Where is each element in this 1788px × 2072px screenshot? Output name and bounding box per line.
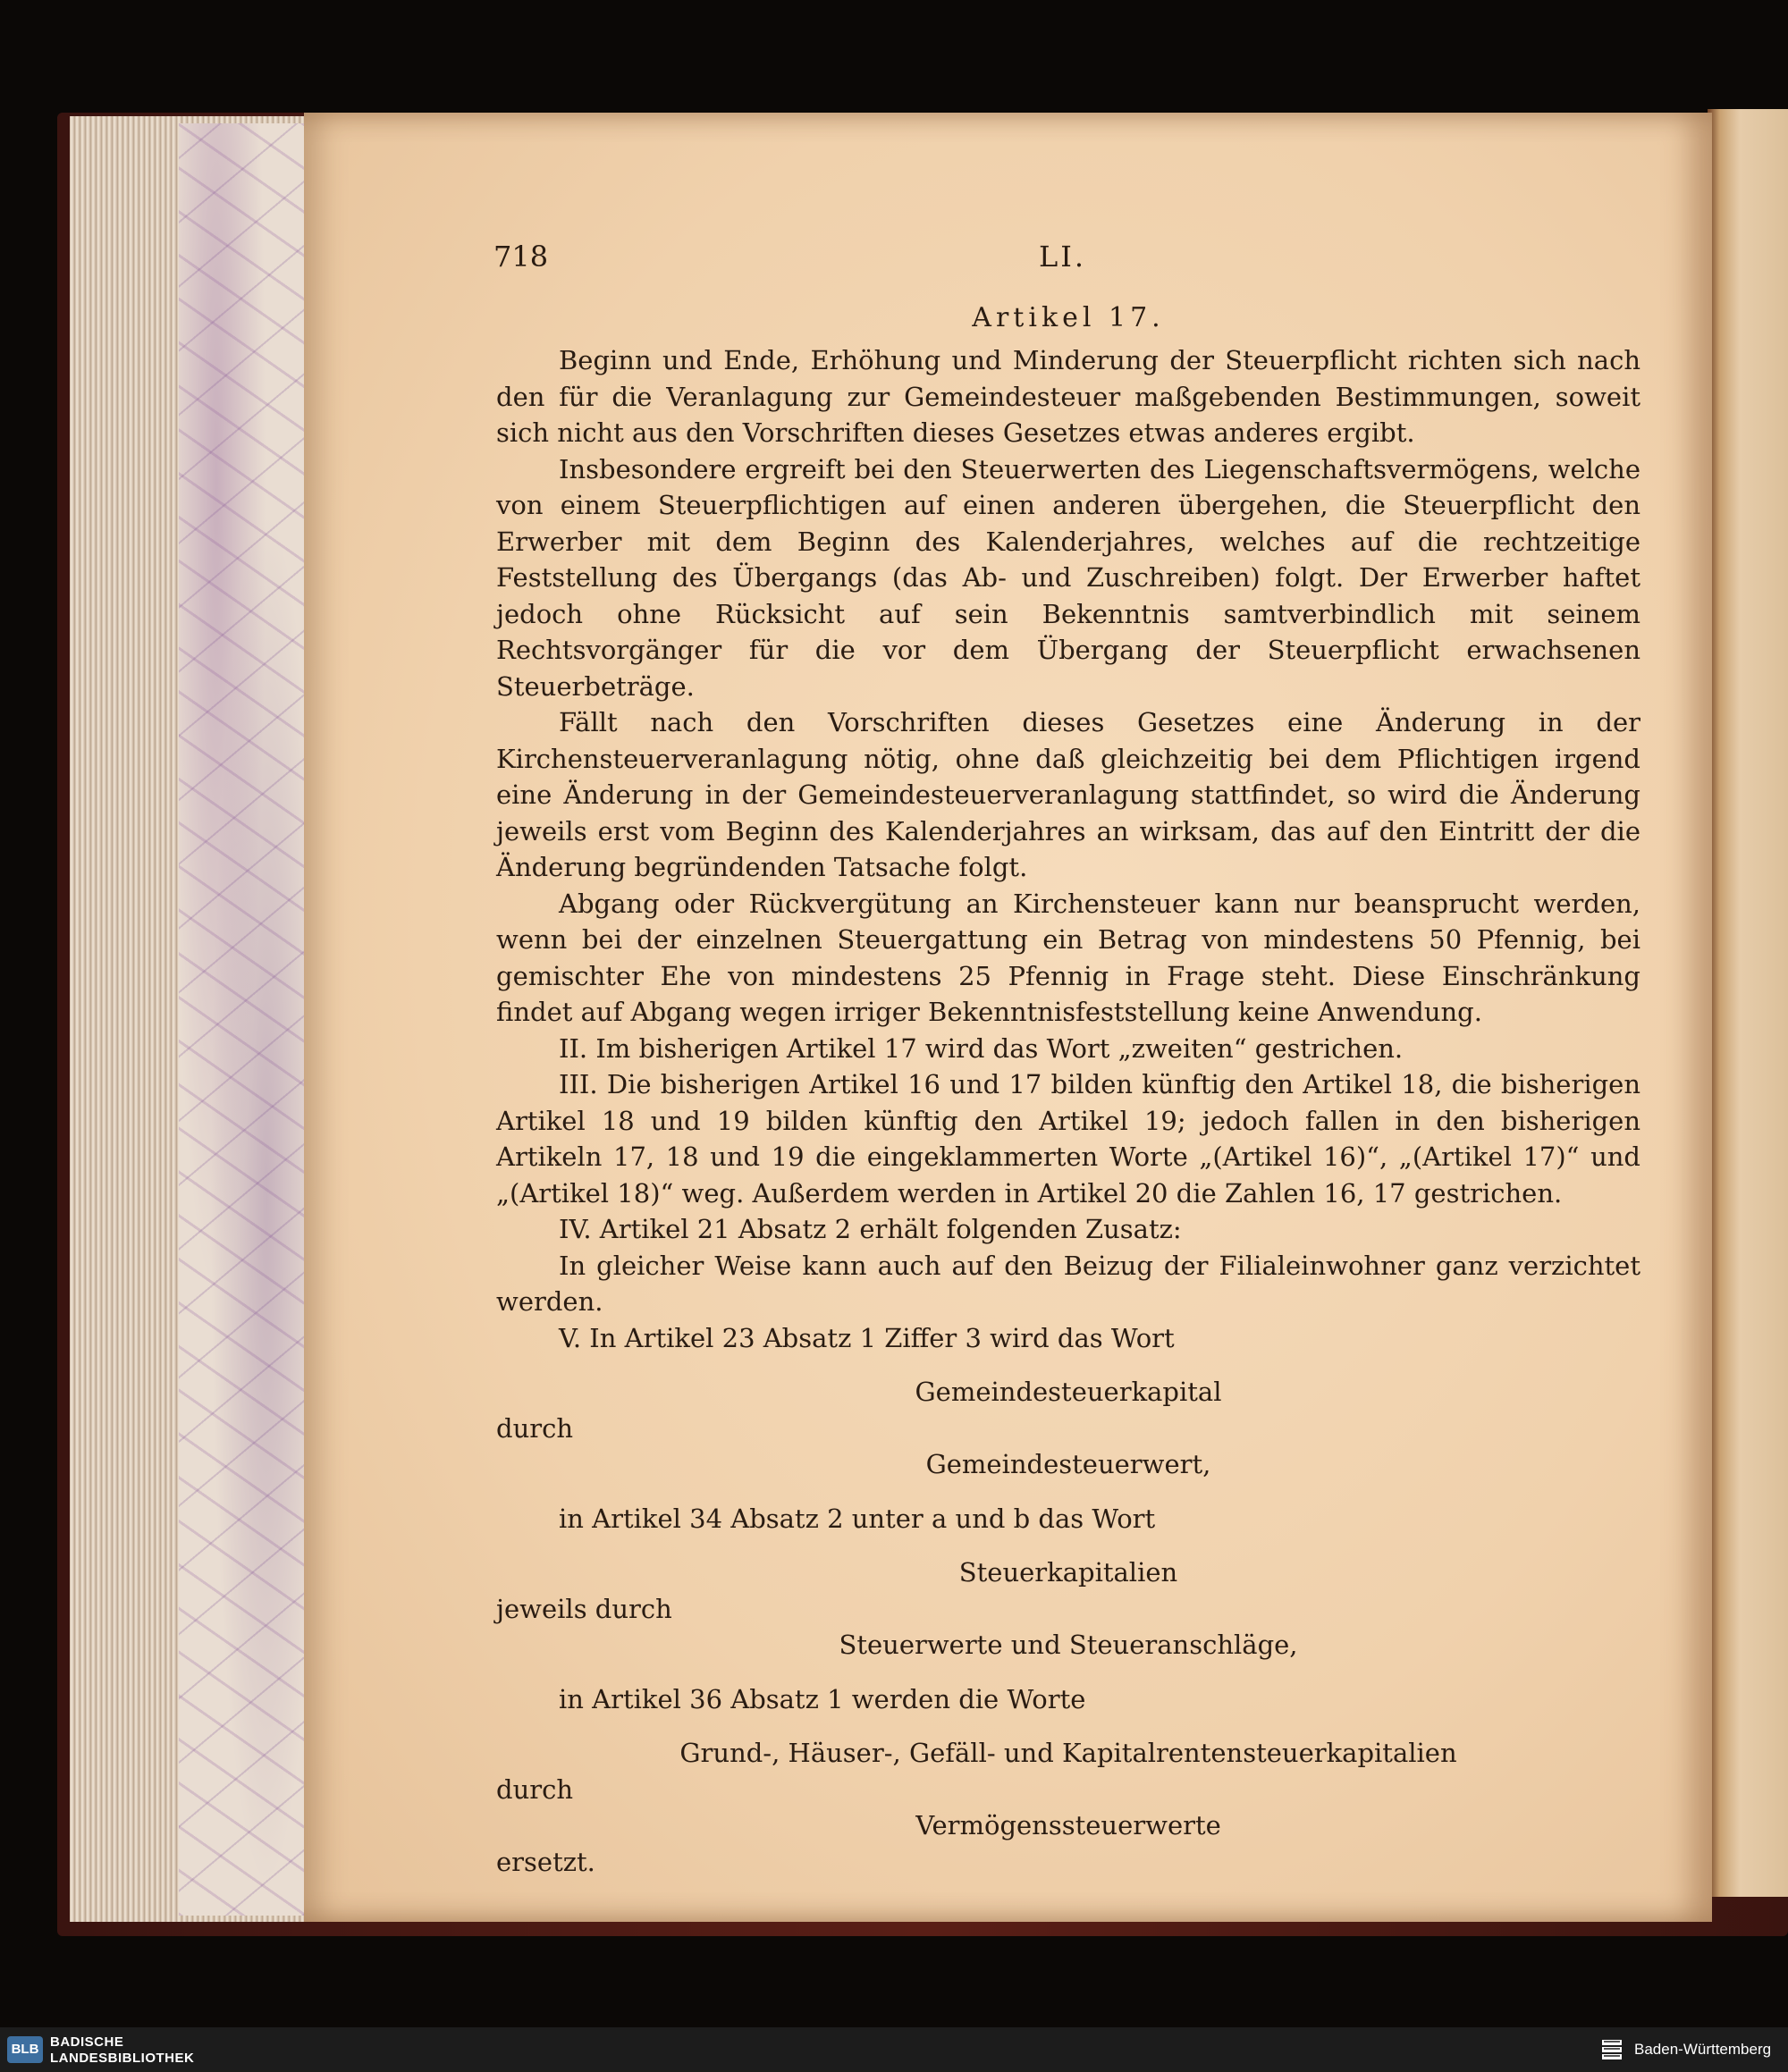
centered-term: Gemeindesteuerwert, — [925, 1449, 1211, 1479]
connector-text: durch — [496, 1773, 574, 1805]
article-title: Artikel 17. — [972, 302, 1165, 333]
connector-text: durch — [496, 1412, 574, 1444]
page-number: 718 — [493, 240, 549, 274]
facing-page-edge — [1708, 109, 1788, 1897]
paragraph: Abgang oder Rückvergütung an Kirchensteuer kann nur beansprucht werden, wenn bei der einzelnen Steuergattung ein Betrag von mindestens 50 Pfennig, bei gemischter Ehe von mindestens 25 Pfennig in Frage steht. Diese Einschränkung findet auf Abgang wegen irriger Bekenntnisfeststellung keine Anwendung. — [496, 888, 1640, 1027]
paragraph: Fällt nach den Vorschriften dieses Gesetzes eine Änderung in der Kirchensteuerveranlagung nötig, ohne daß gleichzeitig bei dem Pflichtigen irgend eine Änderung in der Gemeindesteuerveranlagung stattfindet, so wird die Änderung jeweils erst vom Beginn des Kalenderjahres an wirksam, das auf den Eintritt der die Änderung begründenden Tatsache folgt. — [496, 707, 1640, 882]
paragraph: In gleicher Weise kann auch auf den Beizug der Filialeinwohner ganz verzichtet werden. — [496, 1250, 1640, 1317]
viewer-footer — [0, 2027, 1788, 2072]
library-name-line1[interactable]: BADISCHE — [50, 2034, 124, 2050]
paragraph: in Artikel 36 Absatz 1 werden die Worte — [559, 1683, 1086, 1714]
paragraph: II. Im bisherigen Artikel 17 wird das Wort „zweiten“ gestrichen. — [559, 1032, 1404, 1064]
paragraph: Beginn und Ende, Erhöhung und Minderung der Steuerpflicht richten sich nach den für die Veranlagung zur Gemeindesteuer maßgebenden Bestimmungen, soweit sich nicht aus den Vorschriften dieses Gesetzes etwas anderes ergibt. — [496, 345, 1640, 448]
paragraph: in Artikel 34 Absatz 2 unter a und b das Wort — [559, 1503, 1156, 1534]
connector-text: ersetzt. — [496, 1846, 595, 1877]
centered-term: Steuerwerte und Steueranschläge, — [839, 1630, 1298, 1660]
paragraph: III. Die bisherigen Artikel 16 und 17 bilden künftig den Artikel 18, die bisherigen Artikel 18 und 19 bilden künftig den Artikel 19; jedoch fallen in den bisherigen Artikeln 17, 18 und 19 die eingeklammerten Worte „(Artikel 16)“, „(Artikel 17)“ und „(Artikel 18)“ weg. Außerdem werden in Artikel 20 die Zahlen 16, 17 gestrichen. — [496, 1069, 1640, 1209]
paragraph: V. In Artikel 23 Absatz 1 Ziffer 3 wird das Wort — [559, 1322, 1175, 1353]
centered-term: Vermögenssteuerwerte — [915, 1810, 1221, 1840]
marbled-edge — [179, 123, 304, 1916]
centered-term: Steuerkapitalien — [958, 1557, 1178, 1588]
page-header — [493, 240, 1647, 275]
connector-text: jeweils durch — [496, 1593, 672, 1624]
running-head: LI. — [1039, 240, 1087, 274]
partner-name[interactable]: Baden-Württemberg — [1634, 2041, 1772, 2058]
paragraph: IV. Artikel 21 Absatz 2 erhält folgenden Zusatz: — [559, 1214, 1182, 1244]
page-body — [496, 342, 1640, 1880]
blb-logo-icon[interactable]: BLB — [7, 2036, 43, 2063]
library-name-line2[interactable]: LANDESBIBLIOTHEK — [50, 2051, 195, 2066]
centered-term: Gemeindesteuerkapital — [915, 1377, 1222, 1407]
paragraph: Insbesondere ergreift bei den Steuerwerten des Liegenschaftsvermögens, welche von einem Steuerpflichtigen auf einen anderen übergehen, die Steuerpflicht den Erwerber mit dem Beginn des Kalenderjahres, welches auf die rechtzeitige Feststellung des Übergangs (das Ab- und Zuschreiben) folgt. Der Erwerber haftet jedoch ohne Rücksicht auf sein Bekenntnis samtverbindlich mit seinem Rechtsvorgänger für die vor dem Übergang der Steuerpflicht erwachsenen Steuerbeträge. — [496, 453, 1640, 702]
centered-term: Grund-, Häuser-, Gefäll- und Kapitalrentensteuerkapitalien — [679, 1738, 1457, 1768]
bw-lions-logo-icon[interactable] — [1600, 2036, 1624, 2063]
